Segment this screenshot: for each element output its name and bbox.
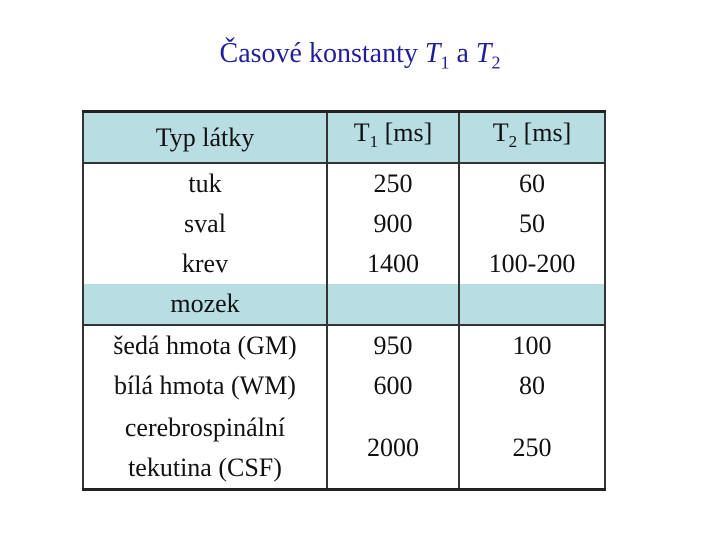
cell-type: krev bbox=[83, 244, 327, 284]
title-sub-1: 1 bbox=[440, 52, 450, 73]
cell-t2: 80 bbox=[459, 366, 605, 406]
page-title bbox=[0, 38, 720, 74]
cell-t2: 100 bbox=[459, 325, 605, 366]
section-row-brain bbox=[83, 284, 605, 325]
table-header-row bbox=[83, 112, 605, 164]
title-var-t2: T bbox=[475, 38, 492, 69]
cell-type: šedá hmota (GM) bbox=[83, 325, 327, 366]
table-row bbox=[83, 244, 605, 284]
header-t1: $T_1$ [ms] bbox=[327, 112, 459, 164]
table-row bbox=[83, 406, 605, 490]
title-sub-2: 2 bbox=[491, 52, 501, 73]
cell-t1: 950 bbox=[327, 325, 459, 366]
title-var-t1: T bbox=[424, 38, 441, 69]
cell-type: bílá hmota (WM) bbox=[83, 366, 327, 406]
table-row bbox=[83, 204, 605, 244]
cell-t2: 100-200 bbox=[459, 244, 605, 284]
section-label: mozek bbox=[83, 284, 327, 325]
table-row bbox=[83, 325, 605, 366]
cell-t2: 50 bbox=[459, 204, 605, 244]
cell-t2: 250 bbox=[459, 406, 605, 490]
title-prefix: Časové konstanty bbox=[219, 38, 425, 69]
cell-t1: 600 bbox=[327, 366, 459, 406]
cell-type: cerebrospinální tekutina (CSF) bbox=[83, 406, 327, 490]
header-substance-type: Typ látky bbox=[83, 112, 327, 164]
relaxation-table bbox=[82, 110, 606, 491]
cell-t1: 900 bbox=[327, 204, 459, 244]
cell-t2: 60 bbox=[459, 163, 605, 204]
cell-t1: 1400 bbox=[327, 244, 459, 284]
header-t2: $T_2$ [ms] bbox=[459, 112, 605, 164]
cell-t1: 250 bbox=[327, 163, 459, 204]
table-row bbox=[83, 163, 605, 204]
cell-type: tuk bbox=[83, 163, 327, 204]
title-conjunction: a bbox=[449, 38, 476, 69]
cell-type: sval bbox=[83, 204, 327, 244]
table-row bbox=[83, 366, 605, 406]
cell-t1: 2000 bbox=[327, 406, 459, 490]
